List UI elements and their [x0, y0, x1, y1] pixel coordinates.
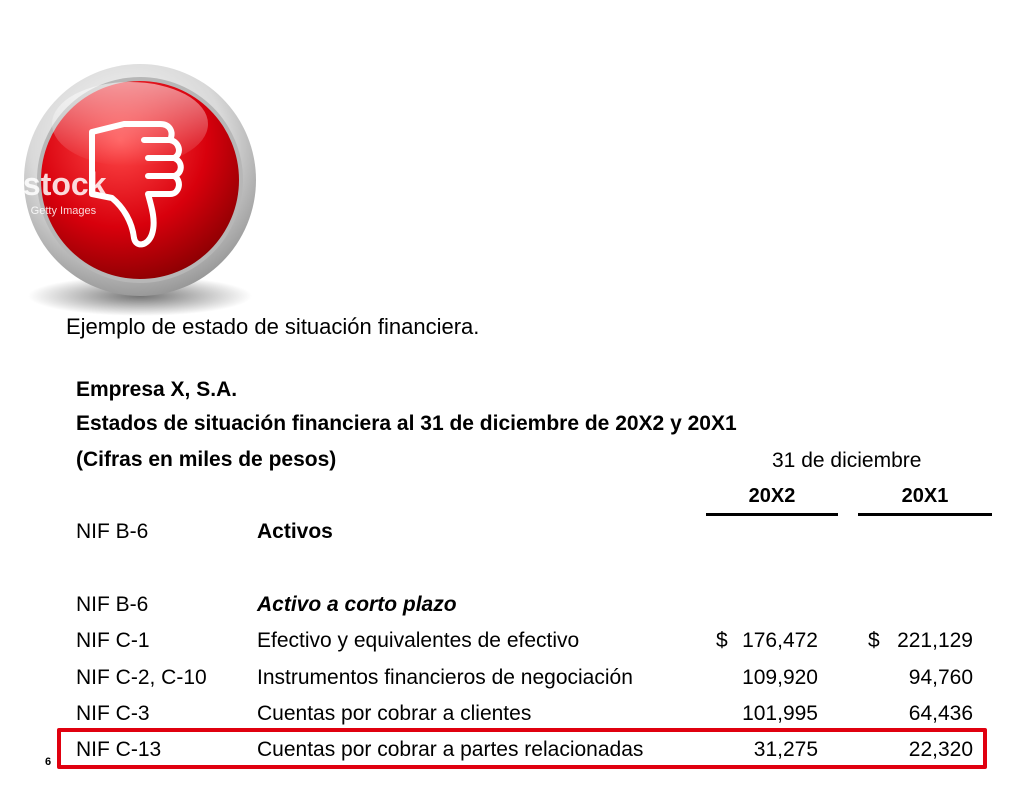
table-row — [0, 593, 1024, 623]
account-description: Cuentas por cobrar a clientes — [257, 702, 532, 725]
year-underline — [706, 513, 838, 516]
table-row — [0, 520, 1024, 550]
company-name: Empresa X, S.A. — [76, 378, 238, 401]
account-description: Cuentas por cobrar a partes relacionadas — [257, 738, 644, 761]
nif-reference: NIF C-13 — [76, 738, 162, 761]
account-description: Activos — [257, 520, 333, 543]
currency-symbol: $ — [868, 629, 880, 652]
year-header-20x1: 20X1 — [901, 485, 949, 507]
value-20x1: 22,320 — [908, 738, 973, 761]
watermark-text: istock — [14, 166, 107, 202]
highlight-box — [57, 728, 987, 769]
nif-reference: NIF B-6 — [76, 520, 149, 543]
figures-note: (Cifras en miles de pesos) — [76, 448, 337, 471]
value-20x1: 94,760 — [908, 666, 973, 689]
table-row — [0, 629, 1024, 659]
watermark-caption: by Getty Images — [16, 205, 97, 217]
value-20x2: 31,275 — [753, 738, 818, 761]
period-label: 31 de diciembre — [772, 449, 922, 472]
value-20x2: 176,472 — [742, 629, 818, 652]
value-20x1: 221,129 — [897, 629, 973, 652]
account-description: Instrumentos financieros de negociación — [257, 666, 633, 689]
value-20x1: 64,436 — [908, 702, 973, 725]
table-row — [0, 666, 1024, 696]
nif-reference: NIF B-6 — [76, 593, 149, 616]
value-20x2: 109,920 — [742, 666, 818, 689]
currency-symbol: $ — [716, 629, 728, 652]
nif-reference: NIF C-3 — [76, 702, 150, 725]
thumbs-down-icon — [12, 62, 262, 324]
statement-title: Estados de situación financiera al 31 de diciembre de 20X2 y 20X1 — [76, 412, 737, 435]
page-number: 6 — [45, 756, 52, 768]
account-description: Efectivo y equivalentes de efectivo — [257, 629, 580, 652]
value-20x2: 101,995 — [742, 702, 818, 725]
nif-reference: NIF C-1 — [76, 629, 150, 652]
account-description: Activo a corto plazo — [257, 593, 457, 616]
nif-reference: NIF C-2, C-10 — [76, 666, 207, 689]
year-underline — [858, 513, 992, 516]
example-caption: Ejemplo de estado de situación financiera. — [66, 314, 480, 339]
year-header-20x2: 20X2 — [748, 485, 796, 507]
